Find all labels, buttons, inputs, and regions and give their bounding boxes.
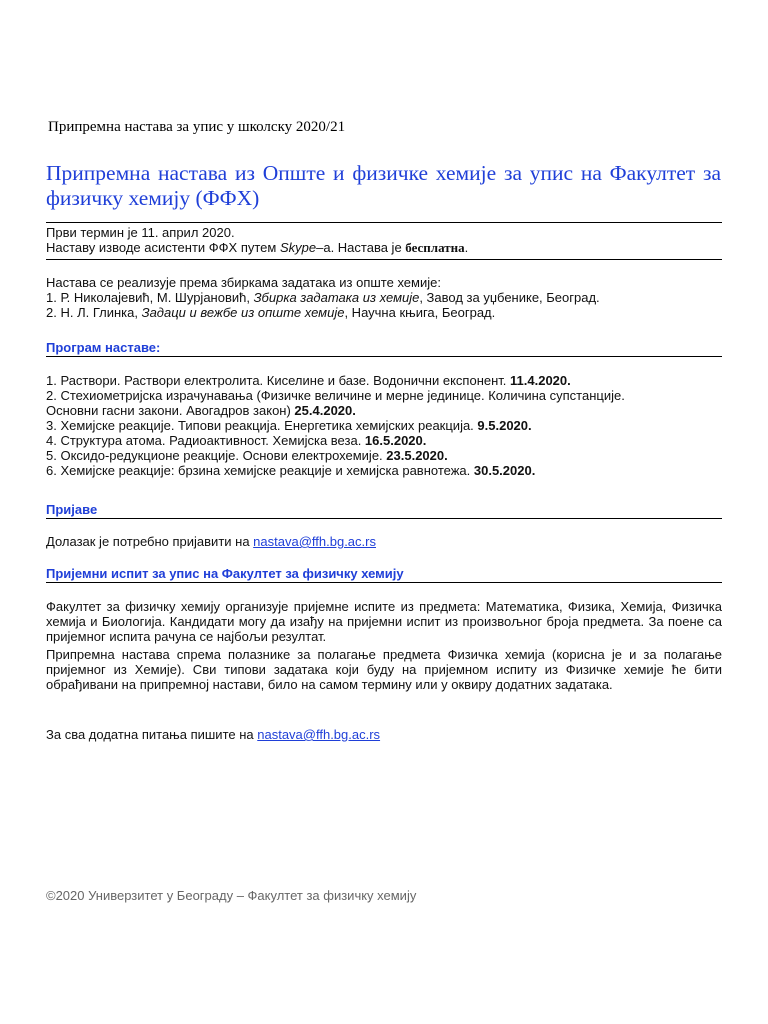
book-item: 1. Р. Николајевић, М. Шурјановић, Збирка задатака из хемије, Завод за уџбенике, Београд. [46, 290, 600, 305]
divider [46, 356, 722, 357]
intro-teachers: Наставу изводе асистенти ФФХ путем Skype–а. Настава је бесплатна. [46, 240, 469, 255]
list-item: 4. Структура атома. Радиоактивност. Хемијска веза. 16.5.2020. [46, 433, 427, 448]
book-title: Задаци и вежбе из опште хемије [141, 305, 345, 320]
divider [46, 259, 722, 260]
registration-text: Долазак је потребно пријавити на nastava@ffh.bg.ac.rs [46, 534, 376, 549]
footer-copyright: ©2020 Универзитет у Београду – Факултет за физичку хемију [46, 888, 417, 903]
contact-text: За сва додатна питања пишите на nastava@ffh.bg.ac.rs [46, 727, 381, 742]
intro-block [46, 225, 722, 255]
exam-paragraph-1: Факултет за физичку хемију организује пријемне испите из предмета: Математика, Физика, Хемија, Физичка хемија и Биологија. Кандидати могу да изађу на пријемни испит из произвољног броја предмета. За поене са пријемног испита рачуна се најбољи резултат. [46, 599, 722, 644]
books-intro: Настава се реализује према збиркама задатака из опште хемије: [46, 275, 441, 290]
divider [46, 222, 722, 223]
lesson-date: 25.4.2020. [294, 403, 356, 418]
book-title: Збирка задатака из хемије [253, 290, 420, 305]
list-item-continuation: Основни гасни закони. Авогадров закон) 25.4.2020. [46, 403, 356, 418]
free-label: бесплатна [405, 240, 465, 255]
registration-heading: Пријаве [46, 502, 98, 517]
exam-paragraph-2: Припремна настава спрема полазнике за полагање предмета Физичка хемија (корисна је и за полагање пријемног из Хемије). Сви типови задатака који буду на пријемном испиту из Физичке хемије ће бити обрађивани на припремној настави, било на самом термину или у оквиру додатних задатака. [46, 647, 722, 692]
lesson-date: 11.4.2020. [510, 373, 571, 388]
lesson-date: 9.5.2020. [477, 418, 532, 433]
list-item: 6. Хемијске реакције: брзина хемијске реакције и хемијска равнотежа. 30.5.2020. [46, 463, 536, 478]
registration-email-link[interactable]: nastava@ffh.bg.ac.rs [253, 534, 376, 549]
skype-name: Skype [279, 240, 317, 255]
page-title: Припремна настава за упис у школску 2020/21 [48, 119, 346, 135]
lesson-date: 16.5.2020. [364, 433, 427, 448]
lesson-date: 30.5.2020. [473, 463, 536, 478]
list-item: 2. Стехиометријска израчунавања (Физичке величине и мерне јединице. Количина супстанције. [46, 388, 625, 403]
intro-first-term: Први термин је 11. април 2020. [46, 225, 235, 240]
book-item: 2. Н. Л. Глинка, Задаци и вежбе из опште хемије, Научна књига, Београд. [46, 305, 496, 320]
list-item: 3. Хемијске реакције. Типови реакција. Енергетика хемијских реакција. 9.5.2020. [46, 418, 532, 433]
list-item: 5. Оксидо-редукционе реакције. Основи електрохемије. 23.5.2020. [46, 448, 448, 463]
books-block [46, 275, 722, 320]
list-item: 1. Раствори. Раствори електролита. Киселине и базе. Водонични експонент. 11.4.2020. [46, 373, 571, 388]
program-heading: Програм наставе: [46, 340, 161, 355]
contact-email-link[interactable]: nastava@ffh.bg.ac.rs [257, 727, 381, 742]
divider [46, 518, 722, 519]
exam-heading: Пријемни испит за упис на Факултет за физичку хемију [46, 566, 404, 581]
program-list [46, 373, 722, 478]
main-heading: Припремна настава из Опште и физичке хемије за упис на Факултет за физичку хемију (ФФХ) [46, 161, 721, 210]
lesson-date: 23.5.2020. [386, 448, 448, 463]
divider [46, 582, 722, 583]
